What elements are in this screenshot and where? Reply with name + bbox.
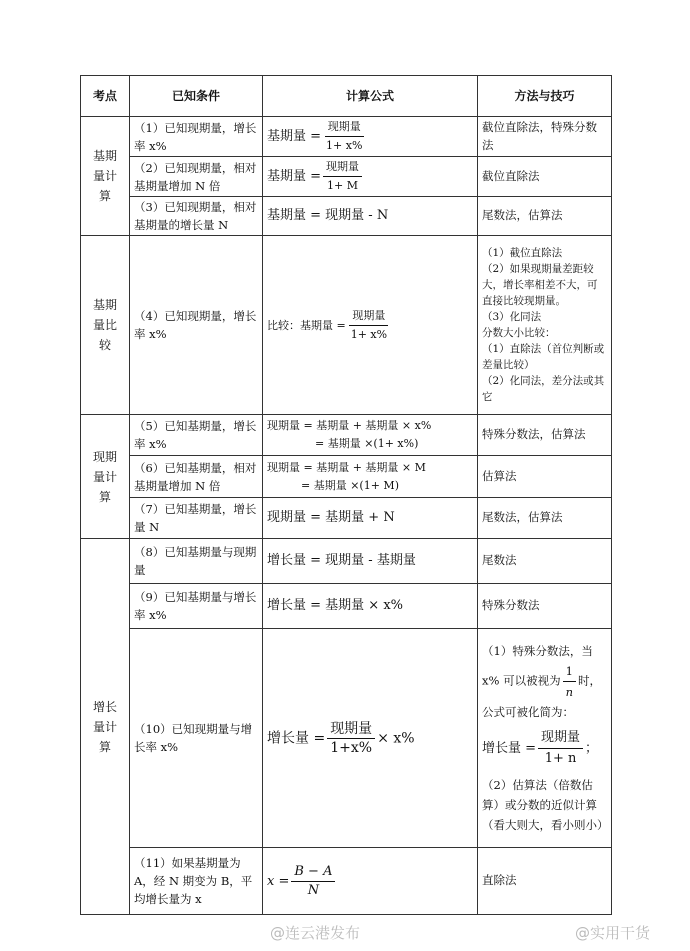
condition-cell: （4）已知现期量，增长率 x% <box>130 236 263 415</box>
table-row <box>81 197 612 236</box>
table-row <box>81 629 612 848</box>
method-line: （2）化同法，差分法或其它 <box>482 375 605 403</box>
formula-line: 现期量 = 基期量 + 基期量 × x% <box>267 419 432 432</box>
numerator: 现期量 <box>323 158 362 177</box>
condition-cell: （2）已知现期量，相对基期量增加 N 倍 <box>130 157 263 197</box>
condition-cell: （11）如果基期量为 A，经 N 期变为 B，平均增长量为 x <box>130 848 263 915</box>
formula-cell <box>263 415 478 456</box>
fraction <box>538 728 583 769</box>
condition-cell: （1）已知现期量，增长率 x% <box>130 117 263 157</box>
denominator: N <box>307 882 320 898</box>
condition-cell: （5）已知基期量，增长率 x% <box>130 415 263 456</box>
formula-cell <box>263 456 478 498</box>
method-cell: 特殊分数法 <box>478 584 612 629</box>
method-line: （2）如果现期量差距较大，增长率相差不大，可直接比较现期量。 <box>482 263 598 307</box>
fraction <box>291 863 335 900</box>
numerator: B − A <box>291 863 335 882</box>
topic-cell: 基期量计算 <box>81 117 130 236</box>
table-row <box>81 584 612 629</box>
method-cell: 截位直除法 <box>478 157 612 197</box>
condition-cell: （7）已知基期量，增长量 N <box>130 498 263 539</box>
fraction <box>348 307 390 344</box>
formula-text: ； <box>585 741 599 756</box>
numerator: 现期量 <box>327 720 375 739</box>
formula-line: = 基期量 ×(1+ x%) <box>315 437 419 450</box>
method-cell: 尾数法 <box>478 539 612 584</box>
method-line: （1）截位直除法 <box>482 247 563 259</box>
table-row <box>81 415 612 456</box>
formula-text: × x% <box>377 730 415 746</box>
method-cell: 估算法 <box>478 456 612 498</box>
topic-cell: 增长量计算 <box>81 539 130 915</box>
method-cell: 特殊分数法，估算法 <box>478 415 612 456</box>
fraction <box>323 118 365 155</box>
method-text: （1）特殊分数法，当 x% 可以被视为 <box>482 644 593 688</box>
formula-cell: 增长量 = 基期量 × x% <box>263 584 478 629</box>
header-condition: 已知条件 <box>130 76 263 117</box>
condition-cell: （10）已知现期量与增长率 x% <box>130 629 263 848</box>
condition-cell: （9）已知基期量与增长率 x% <box>130 584 263 629</box>
topic-cell: 现期量计算 <box>81 415 130 539</box>
method-cell <box>478 236 612 415</box>
table-row <box>81 498 612 539</box>
simplified-formula <box>482 728 607 769</box>
table-row <box>81 157 612 197</box>
method-line: （1）直除法（首位判断或差量比较） <box>482 343 605 371</box>
numerator: 现期量 <box>349 307 388 326</box>
method-line: 分数大小比较： <box>482 327 556 339</box>
denominator: 1+ x% <box>326 139 363 152</box>
method-cell: 尾数法，估算法 <box>478 197 612 236</box>
denominator: n <box>565 685 573 699</box>
formula-text: 比较：基期量 = <box>267 318 346 332</box>
fraction <box>323 158 362 195</box>
denominator: 1+ M <box>327 179 359 192</box>
numerator: 1 <box>563 661 576 682</box>
method-cell: 直除法 <box>478 848 612 915</box>
method-text: 时，公式可被化简为： <box>482 673 601 719</box>
formula-cell <box>263 848 478 915</box>
formula-cell: 现期量 = 基期量 + N <box>263 498 478 539</box>
numerator: 现期量 <box>538 728 583 749</box>
method-cell: 截位直除法，特殊分数法 <box>478 117 612 157</box>
formula-line: 现期量 = 基期量 + 基期量 × M <box>267 460 426 474</box>
method-cell <box>478 629 612 848</box>
denominator: 1+ x% <box>350 327 388 341</box>
formula-cell <box>263 629 478 848</box>
table-row <box>81 456 612 498</box>
method-text: （2）估算法（倍数估算）或分数的近似计算（看大则大，看小则小） <box>482 778 609 832</box>
table-row <box>81 539 612 584</box>
table-row <box>81 117 612 157</box>
table-row <box>81 848 612 915</box>
formula-text: 增长量 = <box>267 730 326 746</box>
method-cell: 尾数法，估算法 <box>478 498 612 539</box>
denominator: 1+x% <box>330 739 373 756</box>
table-row <box>81 236 612 415</box>
watermark: @实用干货 <box>575 924 651 942</box>
numerator: 现期量 <box>325 118 364 137</box>
condition-cell: （6）已知基期量，相对基期量增加 N 倍 <box>130 456 263 498</box>
formula-table <box>80 75 612 915</box>
method-line: （3）化同法 <box>482 311 542 323</box>
formula-line: = 基期量 ×(1+ M) <box>301 478 399 492</box>
formula-cell <box>263 236 478 415</box>
condition-cell: （3）已知现期量，相对基期量的增长量 N <box>130 197 263 236</box>
header-topic: 考点 <box>81 76 130 117</box>
formula-text: x = <box>267 873 290 889</box>
condition-cell: （8）已知基期量与现期量 <box>130 539 263 584</box>
formula-text: 基期量 = <box>267 129 322 144</box>
denominator: 1+ n <box>544 751 577 766</box>
header-formula: 计算公式 <box>263 76 478 117</box>
formula-cell <box>263 117 478 157</box>
formula-text: 基期量 = <box>267 169 322 184</box>
header-method: 方法与技巧 <box>478 76 612 117</box>
formula-cell: 基期量 = 现期量 - N <box>263 197 478 236</box>
formula-cell <box>263 157 478 197</box>
formula-cell: 增长量 = 现期量 - 基期量 <box>263 539 478 584</box>
fraction <box>327 720 375 757</box>
header-row <box>81 76 612 117</box>
watermark: @连云港发布 <box>270 924 361 942</box>
formula-text: 增长量 = <box>482 741 537 756</box>
topic-cell: 基期量比较 <box>81 236 130 415</box>
fraction <box>563 661 576 702</box>
